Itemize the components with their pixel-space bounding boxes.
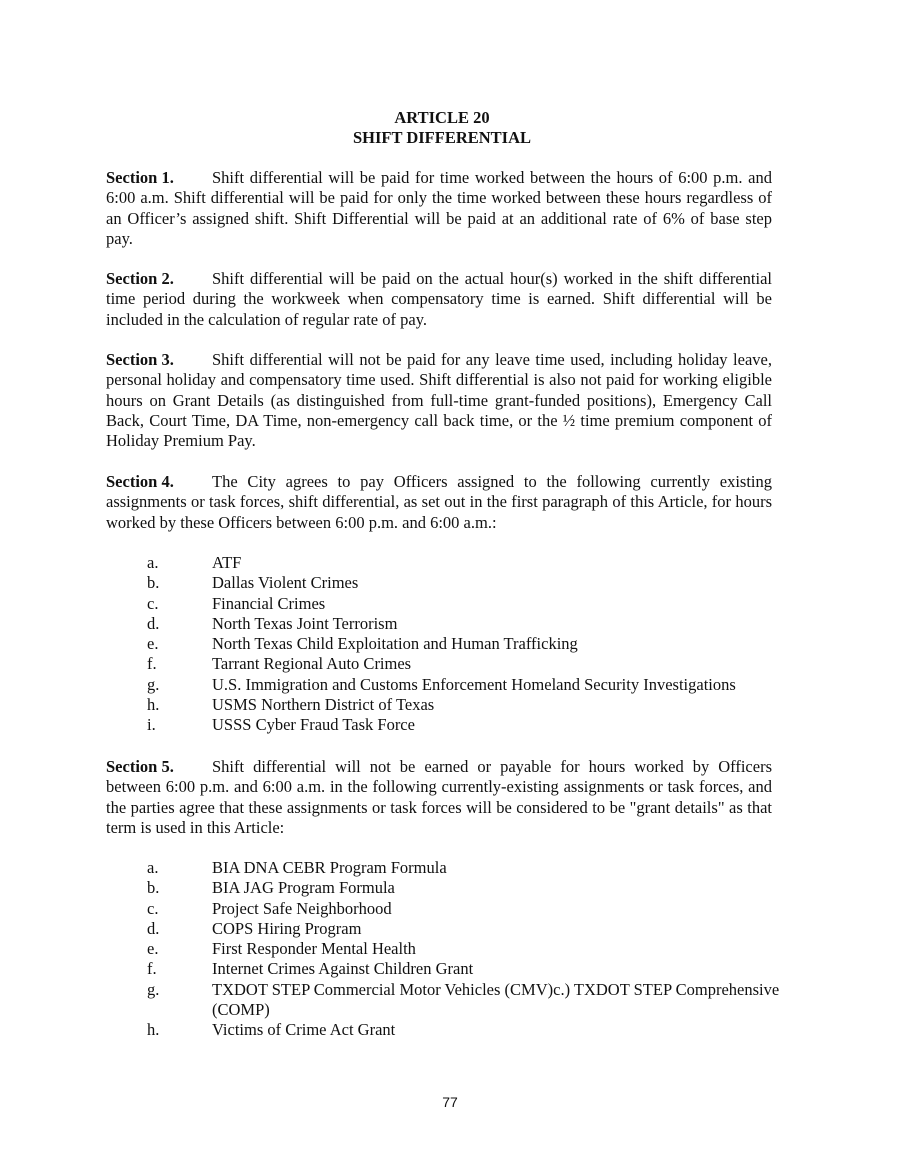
list-letter: b.	[147, 573, 160, 593]
list-letter: c.	[147, 593, 159, 613]
list-item	[147, 919, 787, 939]
article-heading	[0, 108, 900, 148]
list-text: Project Safe Neighborhood	[212, 898, 392, 918]
list-letter: g.	[147, 674, 160, 694]
list-item	[147, 634, 787, 654]
section-text: The City agrees to pay Officers assigned to the following currently existing assignments or task forces, shift differential, as set out in the first paragraph of this Article, for hours worked by these Officers between 6:00 p.m. and 6:00 a.m.:	[106, 472, 772, 532]
list-item	[147, 858, 787, 878]
section-text: Shift differential will not be paid for any leave time used, including holiday leave, personal holiday and compensatory time used. Shift differential is also not paid for working eligible hours on Grant Details (as distinguished from full-time grant-funded positions), Emergency Call Back, Court Time, DA Time, non-emergency call back time, or the ½ time premium component of Holiday Premium Pay.	[106, 350, 772, 451]
section-label: Section 2.	[106, 269, 174, 288]
section-text: Shift differential will not be earned or payable for hours worked by Officers between 6:00 p.m. and 6:00 a.m. in the following currently-existing assignments or task forces, and the parties agree that these assignments or task forces will be considered to be "grant details" as that term is used in this Article:	[106, 757, 772, 837]
list-text: First Responder Mental Health	[212, 939, 416, 959]
page-number: 77	[442, 1094, 458, 1110]
list-item	[147, 1020, 787, 1040]
list-text: TXDOT STEP Commercial Motor Vehicles (CMV)c.) TXDOT STEP Comprehensive (COMP)	[212, 979, 780, 1020]
section-label: Section 4.	[106, 472, 174, 491]
list-letter: a.	[147, 553, 159, 572]
list-text: BIA JAG Program Formula	[212, 878, 395, 898]
list-text: ATF	[212, 553, 242, 572]
list-text: Victims of Crime Act Grant	[212, 1020, 396, 1040]
list-letter: g.	[147, 979, 160, 999]
article-number: ARTICLE 20	[394, 108, 490, 127]
section-3	[106, 350, 772, 451]
list-letter: h.	[147, 1020, 160, 1040]
list-item	[147, 878, 787, 898]
list-text: U.S. Immigration and Customs Enforcement Homeland Security Investigations	[212, 674, 736, 694]
list-item	[147, 654, 787, 674]
list-letter: e.	[147, 634, 159, 654]
list-item	[147, 573, 787, 593]
list-item	[147, 939, 787, 959]
section-label: Section 3.	[106, 350, 174, 369]
list-item	[147, 695, 787, 715]
section-4-list	[147, 553, 787, 736]
list-item	[147, 959, 787, 979]
list-item	[147, 594, 787, 614]
list-item	[147, 675, 787, 695]
list-letter: d.	[147, 613, 160, 633]
section-5-list	[147, 858, 787, 1041]
list-text: Internet Crimes Against Children Grant	[212, 959, 474, 979]
section-4	[106, 472, 772, 533]
list-text: North Texas Joint Terrorism	[212, 613, 398, 633]
list-item	[147, 553, 787, 573]
list-item	[147, 715, 787, 735]
list-letter: f.	[147, 959, 157, 979]
list-letter: a.	[147, 858, 159, 877]
section-1	[106, 168, 772, 249]
list-text: USMS Northern District of Texas	[212, 695, 435, 715]
section-text: Shift differential will be paid on the actual hour(s) worked in the shift differential time period during the workweek when compensatory time is earned. Shift differential will be included in the calculation of regular rate of pay.	[106, 269, 772, 329]
list-letter: c.	[147, 898, 159, 918]
list-letter: b.	[147, 878, 160, 898]
list-text: Financial Crimes	[212, 593, 326, 613]
section-label: Section 5.	[106, 757, 174, 776]
list-letter: d.	[147, 918, 160, 938]
list-text: Tarrant Regional Auto Crimes	[212, 654, 412, 674]
list-text: USSS Cyber Fraud Task Force	[212, 715, 415, 735]
list-letter: f.	[147, 654, 157, 674]
list-letter: h.	[147, 695, 160, 715]
list-item	[147, 614, 787, 634]
list-text: North Texas Child Exploitation and Human Trafficking	[212, 634, 578, 654]
list-item	[147, 980, 787, 1021]
list-text: BIA DNA CEBR Program Formula	[212, 858, 447, 877]
section-text: Shift differential will be paid for time worked between the hours of 6:00 p.m. and 6:00 a.m. Shift differential will be paid for only the time worked between these hours regardless of an Officer’s assigned shift. Shift Differential will be paid at an additional rate of 6% of base step pay.	[106, 168, 772, 248]
article-title: SHIFT DIFFERENTIAL	[352, 128, 532, 147]
list-letter: e.	[147, 939, 159, 959]
list-item	[147, 899, 787, 919]
section-5	[106, 757, 772, 838]
list-text: Dallas Violent Crimes	[212, 573, 359, 593]
section-2	[106, 269, 772, 330]
list-text: COPS Hiring Program	[212, 918, 362, 938]
list-letter: i.	[147, 715, 156, 735]
section-label: Section 1.	[106, 168, 174, 187]
